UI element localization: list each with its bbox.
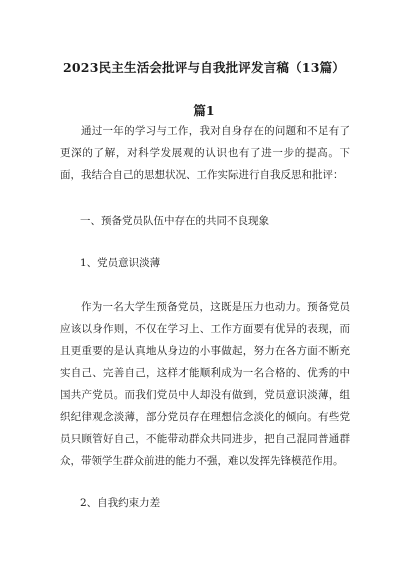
heading-common-problems: 一、预备党员队伍中存在的共同不良现象 [80, 215, 269, 227]
document-title: 2023民主生活会批评与自我批评发言稿（13篇） [63, 60, 345, 75]
party-awareness-paragraph: 作为一名大学生预备党员，这既是压力也动力。预备党员应该以身作则，不仅在学习上、工作方面要有优异的表现，而且更重要的是认真地从身边的小事做起，努力在各方面不断充实自己、完善自己，这样才能顺利成为一名合格的、优秀的中国共产党员。而我们党员中人却没有做到，党员意识淡薄，组织纪律观念淡薄，部分党员存在理想信念淡化的倾向。有些党员只顾管好自己，不能带动群众共同进步，把自己混同普通群众，带领学生群众前进的能力不强，难以发挥先锋模范作用。 [60, 301, 350, 467]
subheading-self-discipline: 2、自我约束力差 [80, 497, 161, 509]
subheading-party-awareness: 1、党员意识淡薄 [80, 257, 161, 269]
intro-paragraph: 通过一年的学习与工作，我对自身存在的问题和不足有了更深的了解，对科学发展观的认识也有了进一步的提高。下面，我结合自己的思想状况、工作实际进行自我反思和批评： [60, 125, 350, 181]
section-title: 篇1 [193, 103, 215, 118]
